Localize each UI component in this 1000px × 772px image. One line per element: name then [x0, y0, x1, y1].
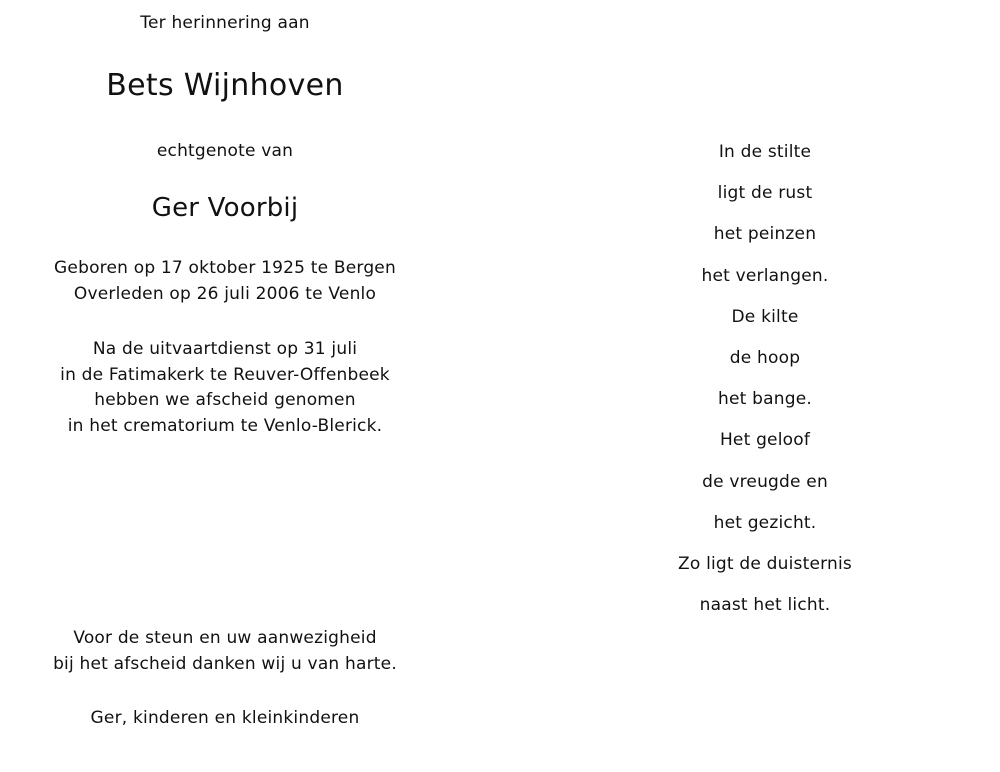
thanks-block [0, 626, 450, 677]
poem-line: het peinzen [713, 224, 817, 245]
death-line: Overleden op 26 juli 2006 te Venlo [73, 283, 377, 304]
service-line: in de Fatimakerk te Reuver-Offenbeek [60, 364, 390, 385]
poem-line: Het geloof [719, 430, 811, 451]
thanks-line: bij het afscheid danken wij u van harte. [53, 653, 397, 674]
poem-line: In de stilte [718, 142, 812, 162]
right-panel [570, 0, 960, 772]
poem-line: de vreugde en [702, 471, 828, 492]
relation-text: echtgenote van [156, 141, 294, 161]
birth-line: Geboren op 17 oktober 1925 te Bergen [54, 258, 396, 278]
service-line: hebben we afscheid genomen [94, 390, 356, 410]
poem-line: de hoop [729, 347, 801, 368]
spouse-name: Ger Voorbij [151, 193, 299, 223]
deceased-name: Bets Wijnhoven [106, 68, 344, 103]
poem-line: het bange. [718, 389, 812, 410]
poem-line: Zo ligt de duisternis [678, 553, 852, 574]
service-line: in het crematorium te Venlo-Blerick. [67, 415, 383, 436]
dates-block [0, 256, 450, 307]
signature-text: Ger, kinderen en kleinkinderen [90, 708, 360, 728]
intro-text: Ter herinnering aan [140, 13, 310, 33]
poem-line: het verlangen. [701, 265, 829, 286]
poem [570, 141, 960, 635]
thanks-line: Voor de steun en uw aanwezigheid [73, 628, 377, 648]
poem-line: het gezicht. [713, 512, 817, 533]
poem-line: ligt de rust [717, 183, 813, 204]
left-panel [0, 0, 450, 772]
poem-line: naast het licht. [699, 595, 831, 616]
service-line: Na de uitvaartdienst op 31 juli [92, 339, 358, 359]
poem-line: De kilte [731, 306, 799, 327]
service-block [0, 337, 450, 439]
